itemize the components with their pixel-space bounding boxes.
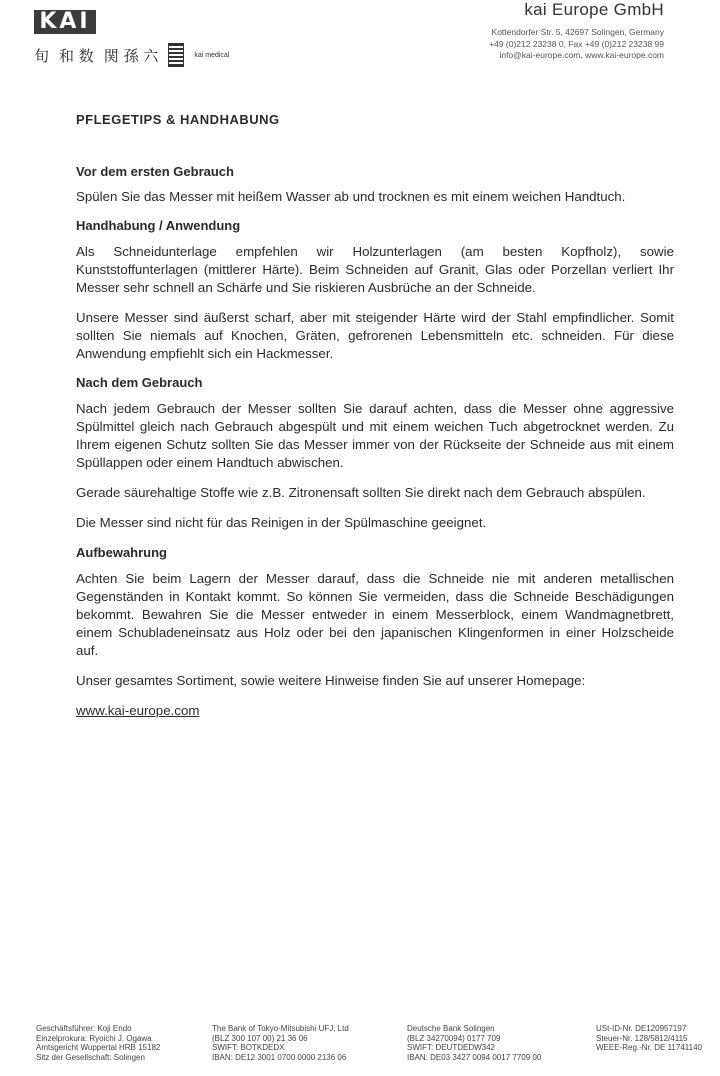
- section-paragraph: Spülen Sie das Messer mit heißem Wasser ab und trocknen es mit einem weichen Handtuch.: [76, 189, 626, 204]
- homepage-link[interactable]: www.kai-europe.com: [76, 703, 200, 718]
- company-email-web: info@kai-europe.com, www.kai-europe.com: [499, 50, 664, 60]
- footer-bank-tokyo: [212, 1024, 349, 1062]
- section-paragraph: Unsere Messer sind äußerst scharf, aber mit steigender Härte wird der Stahl empfindlicher. Somit sollten Sie niemals auf Knochen, Gräten, gefrorenen Lebensmitteln etc. schneiden. Für diese Anwendung empfiehlt sich ein Hackmesser.: [76, 310, 674, 361]
- footer-line: (BLZ 300 107 00) 21 36 06: [212, 1033, 308, 1043]
- section-heading: Handhabung / Anwendung: [76, 218, 241, 233]
- brand-marks: [34, 44, 229, 66]
- brand-wasabi-mark: 和 数: [59, 46, 94, 65]
- document-body: [76, 112, 674, 720]
- footer-line: Deutsche Bank Solingen: [407, 1024, 495, 1033]
- footer-management: [36, 1024, 160, 1062]
- brand-seki-magoroku-mark: 関 孫 六: [103, 46, 159, 65]
- footer-line: IBAN: DE12 3001 0700 0000 2136 06: [212, 1052, 347, 1062]
- section-paragraph: Unser gesamtes Sortiment, sowie weitere Hinweise finden Sie auf unserer Homepage:: [76, 673, 586, 688]
- footer-deutsche-bank: [407, 1024, 541, 1062]
- brand-seal-icon: [168, 43, 184, 67]
- brand-medical: kai medical: [194, 51, 230, 59]
- brand-shun-mark: 旬: [34, 46, 50, 65]
- section-heading: Nach dem Gebrauch: [76, 375, 203, 390]
- section-heading: Aufbewahrung: [76, 545, 167, 560]
- footer-line: Einzelprokura: Ryoichi J. Ogawa: [36, 1033, 152, 1043]
- company-address: Kottendorfer Str. 5, 42697 Solingen, Germany: [491, 27, 664, 37]
- footer-line: USt-ID-Nr. DE120957197: [596, 1024, 687, 1033]
- kai-logo: KAI: [34, 10, 96, 34]
- footer: [36, 1024, 716, 1068]
- footer-line: WEEE-Reg.-Nr. DE 11741140: [596, 1043, 702, 1053]
- section-heading: Vor dem ersten Gebrauch: [76, 164, 234, 179]
- footer-line: The Bank of Tokyo-Mitsubishi UFJ, Ltd: [212, 1024, 349, 1033]
- footer-line: Geschäftsführer: Koji Endo: [36, 1024, 132, 1033]
- footer-line: IBAN: DE03 3427 0094 0017 7709 00: [407, 1052, 542, 1062]
- footer-line: Amtsgericht Wuppertal HRB 15182: [36, 1043, 161, 1053]
- company-info: [489, 0, 664, 62]
- section-paragraph: Die Messer sind nicht für das Reinigen in der Spülmaschine geeignet.: [76, 515, 487, 530]
- section-paragraph: Nach jedem Gebrauch der Messer sollten Sie darauf achten, dass die Messer ohne aggressive Spülmittel gleich nach Gebrauch abgespült und mit einem weichen Tuch abgetrocknet werden. Zu Ihrem eigenen Schutz sollten Sie das Messer immer von der Rückseite der Schneide aus mit einem Spüllappen oder einem Handtuch abwischen.: [76, 401, 674, 470]
- footer-line: Sitz der Gesellschaft: Solingen: [36, 1052, 145, 1062]
- document-title: PFLEGETIPS & HANDHABUNG: [76, 112, 280, 127]
- section-paragraph: Als Schneidunterlage empfehlen wir Holzunterlagen (am besten Kopfholz), sowie Kunststoffunterlagen (mittlerer Härte). Beim Schneiden auf Granit, Glas oder Porzellan verliert Ihr Messer sehr schnell an Schärfe und Sie riskieren Ausbrüche an der Schneide.: [76, 244, 674, 295]
- footer-line: SWIFT: DEUTDEDW342: [407, 1043, 496, 1053]
- company-name: kai Europe GmbH: [524, 0, 664, 19]
- section-paragraph: Gerade säurehaltige Stoffe wie z.B. Zitronensaft sollten Sie direkt nach dem Gebrauch abspülen.: [76, 485, 646, 500]
- footer-tax-ids: [596, 1024, 702, 1053]
- company-phone: +49 (0)212 23238 0, Fax +49 (0)212 23238 99: [489, 38, 664, 49]
- footer-line: (BLZ 34270094) 0177 709: [407, 1033, 501, 1043]
- section-paragraph: Achten Sie beim Lagern der Messer darauf, dass die Schneide nie mit anderen metallischen Gegenständen in Kontakt kommt. So können Sie vermeiden, dass die Schneide Beschädigungen bekommt. Bewahren Sie die Messer entweder in einem Messerblock, einem Wandmagnetbrett, einem Schubladeneinsatz aus Holz oder bei den japanischen Klingenformen in einer Holzscheide auf.: [76, 571, 674, 658]
- footer-line: SWIFT: BOTKDEDX: [212, 1043, 285, 1053]
- footer-line: Steuer-Nr. 128/5812/4115: [596, 1033, 688, 1043]
